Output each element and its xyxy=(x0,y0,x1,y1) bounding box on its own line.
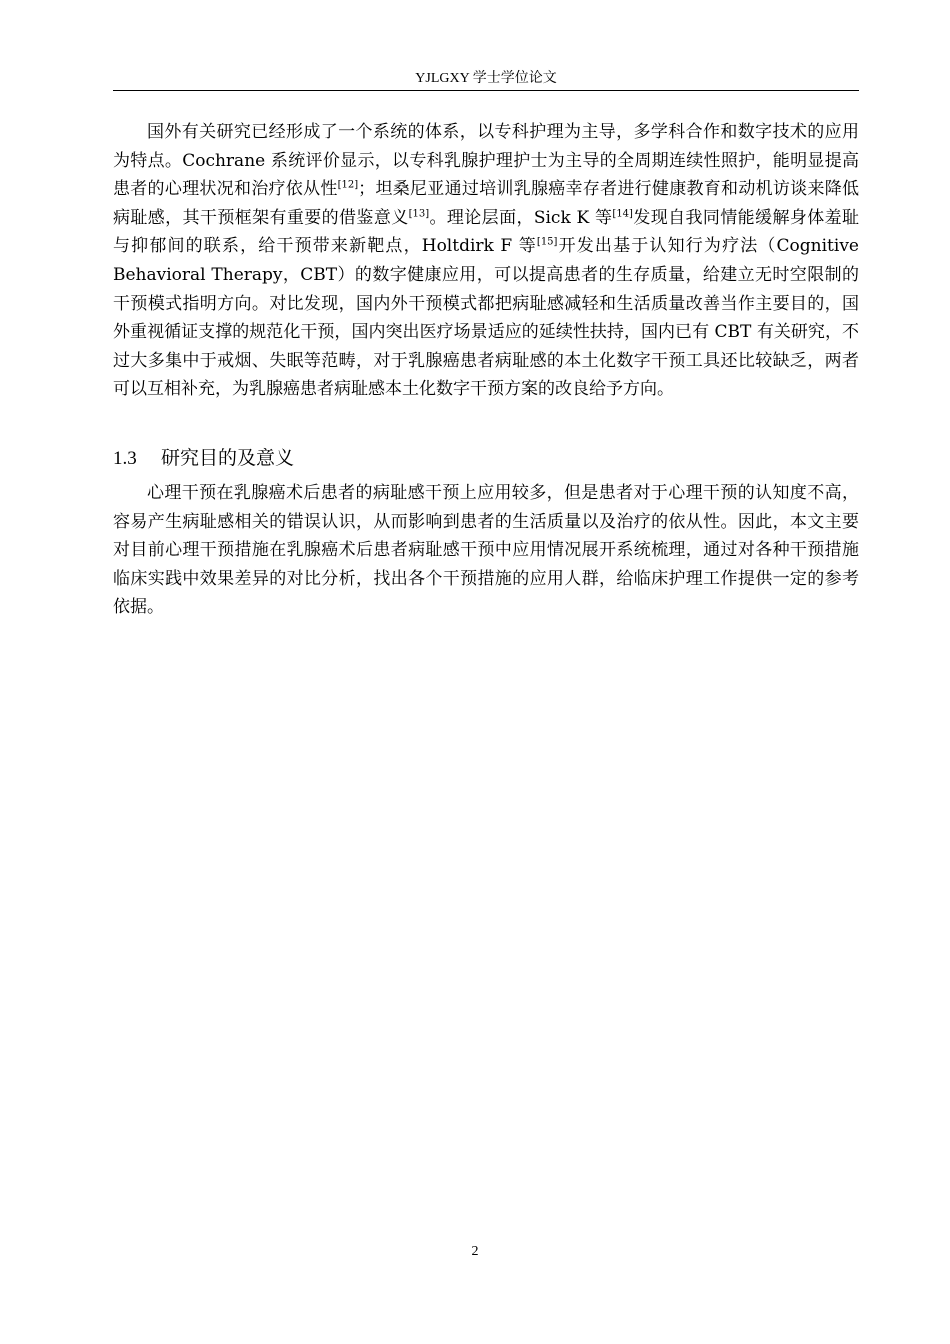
body-paragraph-research-purpose: 心理干预在乳腺癌术后患者的病耻感干预上应用较多，但是患者对于心理干预的认知度不高，容易产生病耻感相关的错误认识，从而影响到患者的生活质量以及治疗的依从性。因此，本文主要对目前心理干预措施在乳腺癌术后患者病耻感干预中应用情况展开系统梳理，通过对各种干预措施临床实践中效果差异的对比分析，找出各个干预措施的应用人群，给临床护理工作提供一定的参考依据。 xyxy=(113,482,859,618)
paragraph-text: ；坦桑尼亚通过培训乳腺癌幸存者进行健康教育和动机访谈来降低病耻感，其干预框架有重要的借鉴意义 xyxy=(113,179,860,228)
section-title: 研究目的及意义 xyxy=(161,446,295,469)
page-body xyxy=(113,118,859,622)
paragraph-text: 。理论层面，Sick K 等 xyxy=(429,207,613,228)
page-number: 2 xyxy=(471,1244,479,1259)
paragraph-text: 开发出基于认知行为疗法（Cognitive Behavioral Therapy，CBT）的数字健康应用，可以提高患者的生存质量，给建立无时空限制的干预模式指明方向。对比发现，国内外干预模式都把病耻感减轻和生活质量改善当作主要目的，国外重视循证支撑的规范化干预，国内突出医疗场景适应的延续性扶持，国内已有 CBT 有关研究，不过大多集中于戒烟、失眠等范畴，对于乳腺癌患者病耻感的本土化数字干预工具还比较缺乏，两者可以互相补充，为乳腺癌患者病耻感本土化数字干预方案的改良给予方向。 xyxy=(113,236,859,400)
section-heading xyxy=(113,444,859,473)
citation-ref-12: [12] xyxy=(337,179,359,191)
running-header: YJLGXY 学士学位论文 xyxy=(113,70,859,91)
paragraph-text: 发现自我同情能缓解身体羞耻与抑郁间的联系，给干预带来新靶点，Holtdirk F 等 xyxy=(113,207,859,257)
section-number: 1.3 xyxy=(113,447,137,469)
citation-ref-15: [15] xyxy=(536,236,558,248)
citation-ref-13: [13] xyxy=(408,208,430,220)
paragraph-text: 国外有关研究已经形成了一个系统的体系，以专科护理为主导，多学科合作和数字技术的应用为特点。Cochrane 系统评价显示，以专科乳腺护理护士为主导的全周期连续性照护，能明显提高患者的心理状况和治疗依从性 xyxy=(113,122,859,200)
citation-ref-14: [14] xyxy=(612,208,633,220)
body-paragraph-foreign-research xyxy=(113,118,859,404)
